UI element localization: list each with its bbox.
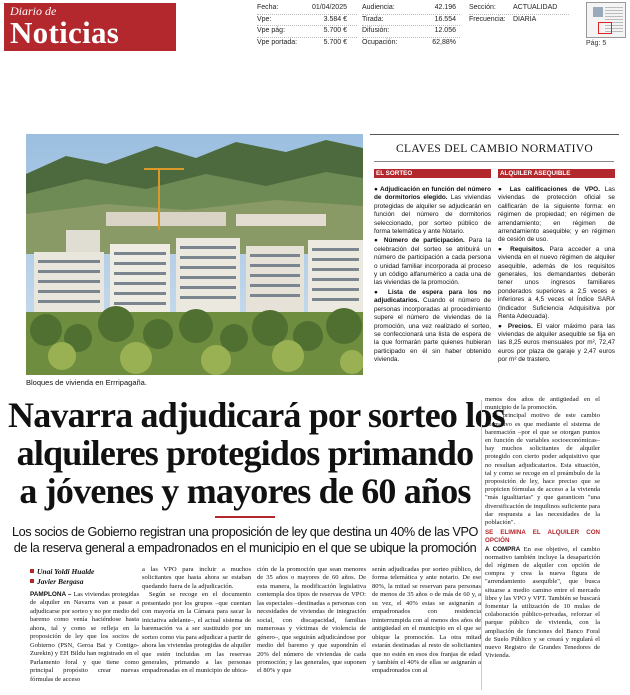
meta-label: Frecuencia: [469, 15, 506, 23]
thumbnail-text-lines [605, 7, 623, 8]
byline: Javier Bergasa [30, 577, 83, 586]
box-divider [374, 161, 614, 162]
meta-value: 62,88% [432, 38, 456, 46]
meta-value: 5.700 € [323, 27, 347, 34]
meta-value: 12.056 [434, 27, 456, 34]
paragraph: serán adjudicadas por sorteo público, de forma telemática y ante notario. De ese 80%, la mitad se reservan para personas de menos de 35 años o de más de 60 y, a su vez, el 40% estas se asignarán a empadronados con residencia ininterrumpida con al menos dos años de antigüedad en el municipio en el que se ubique la promoción. La otra mitad estarán destinadas al resto de solicitantes que no estén en esos dos franjas de edad y también el 40% de ellas se asignarán a empadronados con al [372, 566, 481, 675]
headline [8, 395, 505, 511]
logo-line1: Diario de [10, 4, 57, 18]
box-item: ● Las calificaciones de VPO. Las viviendas de protección oficial se calificarán de la siguiente forma: en régimen de propiedad; en régimen de arrendamiento; en régimen de arrendamiento asequible; y en régimen de cesión de uso. [498, 186, 615, 244]
box-item: ● Lista de espera para los no adjudicatarios. Cuando el número de personas incorporadas al procedimiento supere el número de viviendas de la promoción, una vez realizado el sorteo, se confeccionará una lista de espera de la que formarán parte quienes hubieran participado en él sin haber obtenido vivienda. [374, 288, 492, 364]
key-changes-box [370, 134, 619, 387]
headline-line: a jóvenes y mayores de 60 años [19, 471, 471, 511]
meta-label: Tirada: [362, 15, 384, 23]
section-bar-alquiler: ALQUILER ASEQUIBLE [498, 169, 615, 178]
meta-value: ACTUALIDAD [513, 4, 558, 11]
headline-rule [215, 516, 275, 518]
box-item: ● Requisitos. Para acceder a una vivienda en el nuevo régimen de alquiler asequible, además de los requisitos generales, los demandantes deberán tener unos ingresos familiares ponderados superiores a 2,5 veces e inferiores a 4,5 veces el Índice SARA (Indicador Suficiencia Adquisitiva por Renta Adecuada). [498, 245, 615, 321]
box-item: ● Adjudicación en función del número de dormitorios elegido. Las viviendas protegidas de alquiler se adjudicarán en función del número de dormitorios seleccionado, por sorteo público de forma telemática y ante Notario. [374, 186, 491, 236]
meta-label: Sección: [469, 4, 496, 11]
article-column-4 [372, 566, 481, 676]
meta-label: Vpe pág: [257, 27, 286, 34]
article-column-3 [257, 566, 366, 676]
meta-label: Vpe portada: [257, 38, 298, 46]
subhead-line: de la reserva general a empadronados en el municipio en el que se ubique la promoción [13, 540, 477, 555]
headline-line: alquileres protegidos primando [16, 433, 474, 473]
meta-label: Audiencia: [362, 4, 395, 11]
paragraph: El principal motivo de este cambio normativo es que mediante el sistema de baremación –por el que se otorgan puntos en función de variables socioeconómicas– hay muchos solicitantes de alquiler protegido con cierto poder adquisitivo que no resultan adjudicatarios. Esta situación, tal y como se recoge en el preámbulo de la proposición de ley, hace preciso que se propicien fórmulas de acceso a la vivienda "más igualitarias" y que garanticen "una diversificación de inquilinos suficiente para dar respuesta a las necesidades de la población". [485, 412, 600, 527]
box-column-alquiler [498, 169, 615, 366]
meta-label: Vpe: [257, 15, 272, 23]
thumbnail-highlight-box [598, 22, 612, 34]
subhead-line: Los socios de Gobierno registran una proposición de ley que destina un 40% de las VPO [11, 525, 479, 539]
metadata-column-1 [257, 3, 357, 48]
metadata-column-2 [362, 3, 460, 48]
box-title: CLAVES DEL CAMBIO NORMATIVO [396, 143, 593, 155]
article-column-1: PAMPLONA – Las viviendas protegidas de alquiler en Navarra van a pasar a adjudicarse por sorteo y no por medio del baremo como venía haciéndose hasta ahora, tal y como se refleja en la proposición de ley que los socios de Gobierno (PSN, Geroa Bai y Contigo-Zurekin) y EH Bildu han registrado en el Parlamento foral y que tiene como principal propósito crear nuevas fórmulas de acceso [30, 591, 140, 683]
meta-label: Ocupación: [362, 38, 398, 46]
box-item: ● Precios. El valor máximo para las viviendas de alquiler asequible se fija en las 8,25 euros mensuales por m², 72,47 euros por plaza de garaje y 2,47 euros por m² de trastero. [498, 322, 616, 364]
meta-value: DIARIA [513, 15, 537, 23]
section-bar-sorteo: EL SORTEO [374, 169, 491, 178]
logo-line2: Noticias [10, 15, 120, 50]
paragraph: menos dos años de antigüedad en el municipio de la promoción. [485, 396, 600, 412]
article-photo [26, 134, 363, 375]
article-column-5 [485, 396, 600, 661]
box-item: ● Número de participación. Para la celebración del sorteo se atribuirá un número de participación a cada persona o unidad familiar incorporada al proceso y un código alfanumérico a cada una de las viviendas de la promoción. [374, 237, 491, 287]
thumbnail-photo [593, 7, 603, 17]
page-thumbnail[interactable] [586, 2, 626, 38]
article-column-2 [142, 566, 251, 676]
housing-blocks-photo [26, 134, 363, 375]
section-lead: SE ELIMINA EL ALQUILER CON OPCIÓN A COMPRA En ese objetivo, el cambio normativo también incluye la desaparición del régimen de alquiler con opción de compra y crea la nueva figura de "arrendamiento asequible", que busca situarse a medio camino entre el mercado libre y las VPO y VPT. También se buscará fomentar la utilización de 10 mulas de colaboración público-privadas, reforzar el parque público de vivienda, con la ampliación de funciones del Banco Foral de Suelo Público y se creará y regulará el nuevo Registro de Grandes Tenedores de Vivienda. [485, 529, 600, 660]
column-divider [481, 400, 482, 690]
metadata-column-3 [469, 3, 569, 25]
byline: Unai Yoldi Hualde [30, 567, 94, 576]
meta-value: 42.196 [434, 4, 456, 11]
paragraph: a las VPO para incluir a muchos solicitantes que hasta ahora se estaban quedando fuera de la adjudicación. [142, 566, 251, 590]
meta-value: 16.554 [434, 15, 456, 23]
box-column-sorteo [374, 169, 491, 366]
page-number: Pág: 5 [586, 40, 607, 47]
photo-caption: Bloques de vivienda en Errripagaña. [26, 378, 147, 387]
meta-label: Difusión: [362, 27, 390, 34]
meta-value: 3.584 € [323, 15, 347, 23]
meta-value: 01/04/2025 [311, 4, 347, 11]
headline-line: Navarra adjudicará por sorteo los [8, 395, 505, 435]
subheadline [8, 525, 482, 556]
paragraph: ción de la promoción que sean menores de 35 años o mayores de 60 años. De esta manera, la modificación legislativa contempla dos tipos de reservas de VPO: las especiales –destinadas a personas con necesidades de viviendas de integración social, con discapacidad, familias numerosas y víctimas de violencia de género–, que seguirán adjudicándose por medio del baremo y que supondrán el 20% del número de viviendas de cada promoción; y las generales, que suponen el 80% y que [257, 566, 366, 675]
meta-label: Fecha: [257, 4, 279, 11]
paragraph: Según se recoge en el documento presentado por los grupos –que cuentan con mayoría en la Cámara para sacar la iniciativa adelante–, el actual sistema de baremación va a ser sustituido por un sorteo como via para adjudicar a partir de ahora las viviendas protegidas de alquiler que estén incluidas en las reservas generales, primando a las personas empadronadas en el municipio de ubica- [142, 591, 251, 675]
publication-logo [4, 3, 176, 51]
dateline: PAMPLONA – [30, 591, 72, 598]
meta-value: 5.700 € [323, 38, 347, 46]
